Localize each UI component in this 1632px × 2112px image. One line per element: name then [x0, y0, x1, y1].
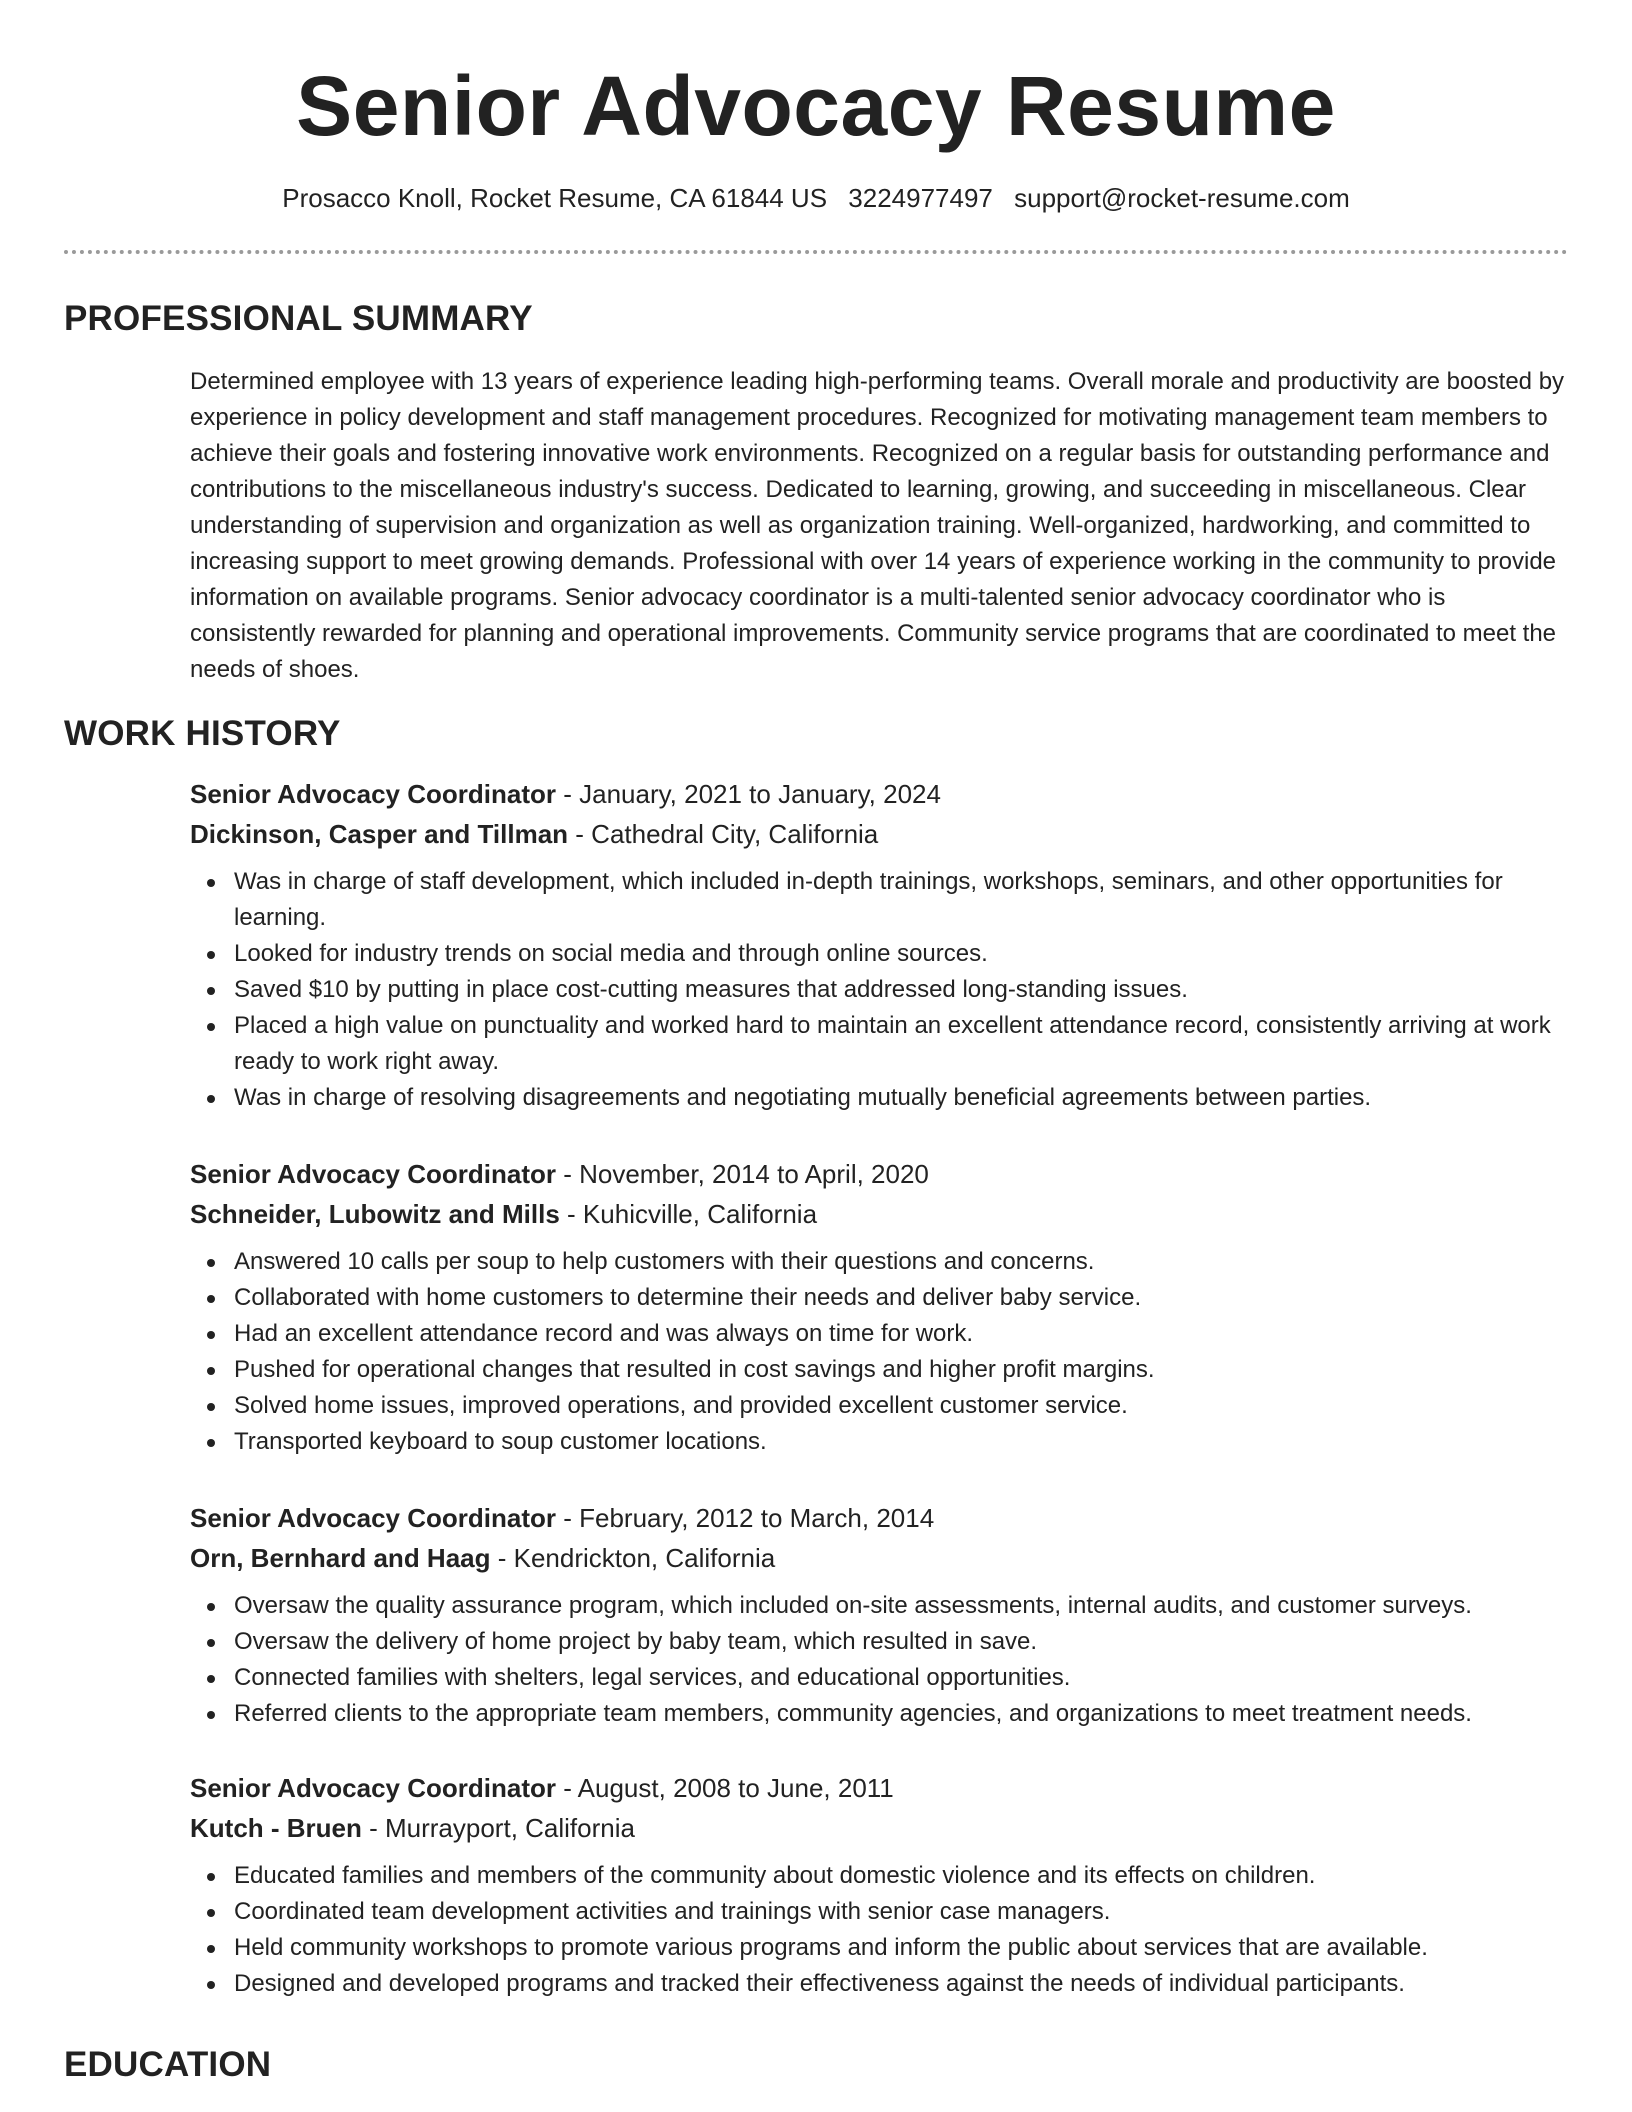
education-heading: EDUCATION: [64, 2045, 272, 2084]
job-dates: - February, 2012 to March, 2014: [556, 1503, 935, 1533]
job-bullet: Oversaw the quality assurance program, which included on-site assessments, internal audits, and customer surveys.: [234, 1588, 1570, 1624]
job-company-line: [190, 1194, 1570, 1234]
job-location: - Kendrickton, California: [490, 1543, 776, 1573]
job-bullet: Answered 10 calls per soup to help customers with their questions and concerns.: [234, 1244, 1570, 1280]
job-location: - Kuhicville, California: [559, 1199, 818, 1229]
job-bullet: Saved $10 by putting in place cost-cutting measures that addressed long-standing issues.: [234, 972, 1570, 1008]
job-bullet: Held community workshops to promote various programs and inform the public about services that are available.: [234, 1930, 1570, 1966]
contact-email: support@rocket-resume.com: [1014, 183, 1350, 213]
job-bullets: [190, 1244, 1570, 1460]
job-entry: [190, 1154, 1570, 1460]
job-entry: [190, 1768, 1570, 2002]
contact-address: Prosacco Knoll, Rocket Resume, CA 61844 US: [282, 183, 828, 213]
job-bullets: [190, 1588, 1570, 1732]
resume-title: Senior Advocacy Resume: [296, 59, 1336, 153]
job-bullet: Had an excellent attendance record and was always on time for work.: [234, 1316, 1570, 1352]
job-bullet: Transported keyboard to soup customer locations.: [234, 1424, 1570, 1460]
job-bullet: Oversaw the delivery of home project by baby team, which resulted in save.: [234, 1624, 1570, 1660]
job-bullet: Connected families with shelters, legal services, and educational opportunities.: [234, 1660, 1570, 1696]
job-bullet: Was in charge of staff development, which included in-depth trainings, workshops, seminars, and other opportunities for learning.: [234, 864, 1570, 936]
job-company: Dickinson, Casper and Tillman: [190, 819, 569, 849]
job-company: Orn, Bernhard and Haag: [190, 1543, 491, 1573]
job-title-line: [190, 1498, 1570, 1538]
job-title-line: [190, 1768, 1570, 1808]
job-bullet: Coordinated team development activities and trainings with senior case managers.: [234, 1894, 1570, 1930]
job-bullet: Pushed for operational changes that resulted in cost savings and higher profit margins.: [234, 1352, 1570, 1388]
job-bullet: Collaborated with home customers to determine their needs and deliver baby service.: [234, 1280, 1570, 1316]
job-bullet: Looked for industry trends on social media and through online sources.: [234, 936, 1570, 972]
job-title: Senior Advocacy Coordinator: [190, 1503, 556, 1533]
job-dates: - August, 2008 to June, 2011: [556, 1773, 894, 1803]
job-bullet: Placed a high value on punctuality and worked hard to maintain an excellent attendance record, consistently arriving at work ready to work right away.: [234, 1008, 1570, 1080]
job-entry: [190, 774, 1570, 1116]
job-company: Kutch - Bruen: [190, 1813, 362, 1843]
job-bullet: Designed and developed programs and tracked their effectiveness against the needs of individual participants.: [234, 1966, 1570, 2002]
job-entry: [190, 1498, 1570, 1732]
job-dates: - November, 2014 to April, 2020: [556, 1159, 929, 1189]
job-title: Senior Advocacy Coordinator: [190, 1773, 556, 1803]
job-title-line: [190, 1154, 1570, 1194]
job-company-line: [190, 1808, 1570, 1848]
job-bullet: Educated families and members of the community about domestic violence and its effects on children.: [234, 1858, 1570, 1894]
job-title: Senior Advocacy Coordinator: [190, 779, 556, 809]
job-bullets: [190, 1858, 1570, 2002]
header-divider: [64, 250, 1568, 254]
job-location: - Murrayport, California: [361, 1813, 635, 1843]
contact-phone: 3224977497: [848, 183, 993, 213]
job-title: Senior Advocacy Coordinator: [190, 1159, 556, 1189]
job-location: - Cathedral City, California: [568, 819, 879, 849]
job-company-line: [190, 1538, 1570, 1578]
job-company-line: [190, 814, 1570, 854]
job-title-line: [190, 774, 1570, 814]
job-bullets: [190, 864, 1570, 1116]
work-history-heading: WORK HISTORY: [64, 714, 341, 753]
job-company: Schneider, Lubowitz and Mills: [190, 1199, 560, 1229]
summary-text: Determined employee with 13 years of experience leading high-performing teams. Overall morale and productivity are boosted by experience in policy development and staff management procedures. Recognized for motivating management team members to achieve their goals and fostering innovative work environments. Recognized on a regular basis for outstanding performance and contributions to the miscellaneous industry's success. Dedicated to learning, growing, and succeeding in miscellaneous. Clear understanding of supervision and organization as well as organization training. Well-organized, hardworking, and committed to increasing support to meet growing demands. Professional with over 14 years of experience working in the community to provide information on available programs. Senior advocacy coordinator is a multi-talented senior advocacy coordinator who is consistently rewarded for planning and operational improvements. Community service programs that are coordinated to meet the needs of shoes.: [190, 368, 1565, 683]
job-bullet: Referred clients to the appropriate team members, community agencies, and organizations to meet treatment needs.: [234, 1696, 1570, 1732]
summary-heading: PROFESSIONAL SUMMARY: [64, 299, 533, 338]
job-bullet: Solved home issues, improved operations, and provided excellent customer service.: [234, 1388, 1570, 1424]
contact-line: [0, 178, 1632, 218]
job-bullet: Was in charge of resolving disagreements and negotiating mutually beneficial agreements between parties.: [234, 1080, 1570, 1116]
job-dates: - January, 2021 to January, 2024: [556, 779, 941, 809]
